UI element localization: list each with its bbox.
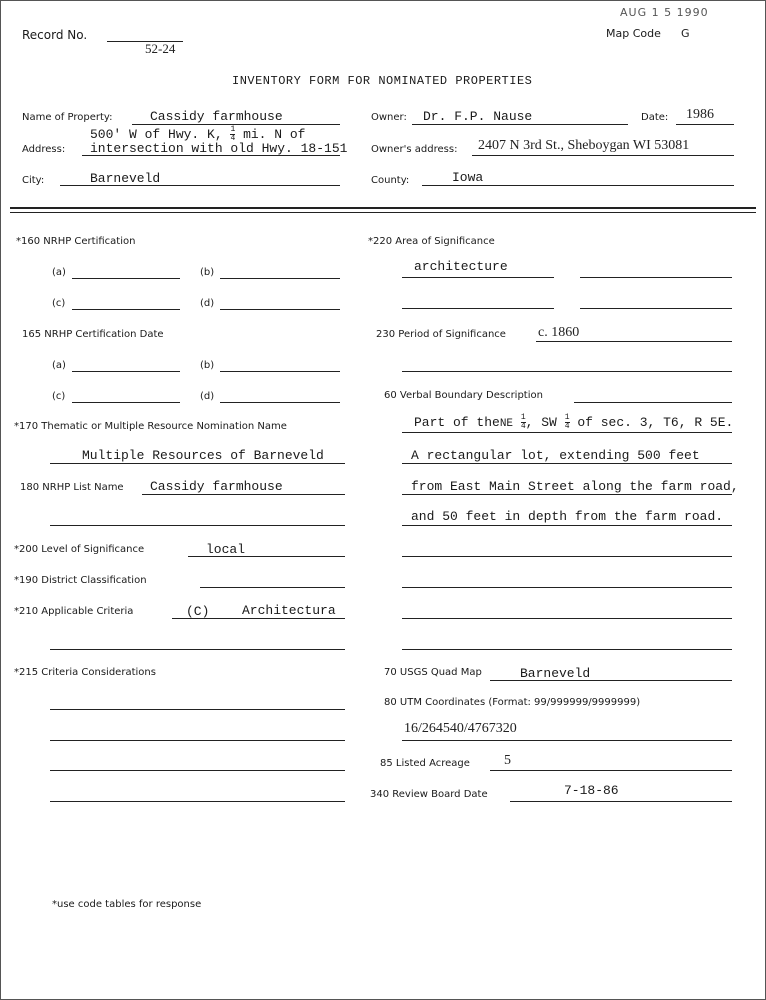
boundary-line-0 [574, 402, 732, 403]
date-a-label: (a) [52, 360, 66, 371]
period-line-2 [402, 371, 732, 372]
level-of-significance-value: local [206, 542, 246, 557]
nrhp-list-name-label: 180 NRHP List Name [20, 482, 124, 493]
address-line2: intersection with old Hwy. 18-151 [90, 141, 348, 156]
boundary-line1: Part of theNE $\frac{1}{4}$ , SW $\frac{1}{4}$ of sec. 3, T6, R 5E. [414, 413, 734, 431]
form-title: INVENTORY FORM FOR NOMINATED PROPERTIES [232, 74, 533, 88]
boundary-line-2 [402, 463, 732, 464]
applicable-criteria-label: *210 Applicable Criteria [14, 606, 134, 617]
nrhp-cert-date-label: 165 NRHP Certification Date [22, 329, 164, 340]
date-c-label: (c) [52, 391, 66, 402]
boundary-line-7 [402, 618, 732, 619]
listed-acreage-line [490, 770, 732, 771]
owners-address-label: Owner's address: [371, 144, 458, 155]
cert-a-label: (a) [52, 267, 66, 278]
record-no-value: 52-24 [145, 41, 176, 56]
area-of-significance-value: architecture [414, 259, 508, 274]
listed-acreage-value: 5 [504, 753, 511, 768]
area-line-4 [580, 308, 732, 309]
period-of-significance-label: 230 Period of Significance [376, 329, 506, 340]
footer-note: *use code tables for response [52, 899, 202, 910]
utm-coordinates-line [402, 740, 732, 741]
address-label: Address: [22, 144, 66, 155]
map-code-value: G [681, 27, 690, 40]
area-line-1 [402, 277, 554, 278]
applicable-criteria-code: (C) [186, 604, 210, 619]
date-d-label: (d) [200, 391, 215, 402]
usgs-quad-map-value: Barneveld [520, 666, 591, 681]
city-value: Barneveld [90, 171, 161, 186]
area-line-3 [402, 308, 554, 309]
date-c-line [72, 402, 180, 403]
review-board-date-value: 7-18-86 [564, 783, 619, 798]
county-line [422, 185, 734, 186]
usgs-quad-map-line [490, 680, 732, 681]
nomination-name-line [50, 463, 345, 464]
quarter-fraction: $\frac{1}{4}$ [230, 125, 236, 143]
utm-coordinates-label: 80 UTM Coordinates (Format: 99/999999/9999999) [384, 697, 641, 708]
owners-address-line [472, 155, 734, 156]
name-of-property-value: Cassidy farmhouse [150, 109, 283, 124]
cert-d-line [220, 309, 340, 310]
city-label: City: [22, 175, 45, 186]
city-line [60, 185, 340, 186]
criteria-line-1 [50, 709, 345, 710]
date-b-label: (b) [200, 360, 215, 371]
boundary-line2: A rectangular lot, extending 500 feet [411, 448, 700, 463]
date-b-line [220, 371, 340, 372]
owner-line [412, 124, 628, 125]
cert-b-line [220, 278, 340, 279]
boundary-line-3 [402, 494, 732, 495]
address-line1: 500' W of Hwy. K, $\frac{1}{4}$ mi. N of [90, 125, 306, 143]
nrhp-certification-label: *160 NRHP Certification [16, 236, 136, 247]
date-line [676, 124, 734, 125]
nomination-name-label: *170 Thematic or Multiple Resource Nomination Name [14, 421, 287, 432]
name-of-property-label: Name of Property: [22, 112, 113, 123]
review-board-date-line [510, 801, 732, 802]
record-no-label: Record No. [22, 28, 88, 42]
nomination-name-value: Multiple Resources of Barneveld [82, 448, 324, 463]
applicable-criteria-line2 [50, 649, 345, 650]
criteria-line-2 [50, 740, 345, 741]
county-label: County: [371, 175, 410, 186]
nrhp-list-name-line [142, 494, 345, 495]
nrhp-list-name-line2 [50, 525, 345, 526]
nrhp-list-name-value: Cassidy farmhouse [150, 479, 283, 494]
address-line [82, 155, 340, 156]
owner-label: Owner: [371, 112, 407, 123]
county-value: Iowa [452, 170, 484, 185]
level-of-significance-line [188, 556, 345, 557]
applicable-criteria-value: Architectura [242, 603, 336, 618]
criteria-line-3 [50, 770, 345, 771]
boundary-line-5 [402, 556, 732, 557]
period-line [536, 341, 732, 342]
boundary-line-8 [402, 649, 732, 650]
boundary-line-4 [402, 525, 732, 526]
boundary-description-label: 60 Verbal Boundary Description [384, 390, 543, 401]
received-stamp: AUG 1 5 1990 [620, 6, 709, 19]
boundary-line3: from East Main Street along the farm road, [411, 479, 739, 494]
cert-d-label: (d) [200, 298, 215, 309]
owners-address-value: 2407 N 3rd St., Sheboygan WI 53081 [478, 138, 690, 153]
boundary-line-6 [402, 587, 732, 588]
cert-b-label: (b) [200, 267, 215, 278]
date-a-line [72, 371, 180, 372]
usgs-quad-map-label: 70 USGS Quad Map [384, 667, 482, 678]
divider-top [10, 207, 756, 209]
listed-acreage-label: 85 Listed Acreage [380, 758, 470, 769]
applicable-criteria-line [172, 618, 345, 619]
boundary-line4: and 50 feet in depth from the farm road. [411, 509, 724, 524]
date-d-line [220, 402, 340, 403]
cert-c-label: (c) [52, 298, 66, 309]
date-label: Date: [641, 112, 669, 123]
divider-bottom [10, 212, 756, 213]
map-code-label: Map Code [606, 27, 661, 40]
area-of-significance-label: *220 Area of Significance [368, 236, 495, 247]
period-of-significance-value: c. 1860 [538, 325, 580, 340]
name-of-property-line [132, 124, 340, 125]
cert-c-line [72, 309, 180, 310]
owner-value: Dr. F.P. Nause [423, 109, 533, 124]
utm-coordinates-value: 16/264540/4767320 [404, 721, 517, 736]
district-classification-label: *190 District Classification [14, 575, 147, 586]
criteria-considerations-label: *215 Criteria Considerations [14, 667, 156, 678]
review-board-date-label: 340 Review Board Date [370, 789, 488, 800]
boundary-line-1 [402, 432, 732, 433]
cert-a-line [72, 278, 180, 279]
level-of-significance-label: *200 Level of Significance [14, 544, 145, 555]
criteria-line-4 [50, 801, 345, 802]
area-line-2 [580, 277, 732, 278]
district-classification-line [200, 587, 345, 588]
date-value: 1986 [686, 107, 714, 122]
